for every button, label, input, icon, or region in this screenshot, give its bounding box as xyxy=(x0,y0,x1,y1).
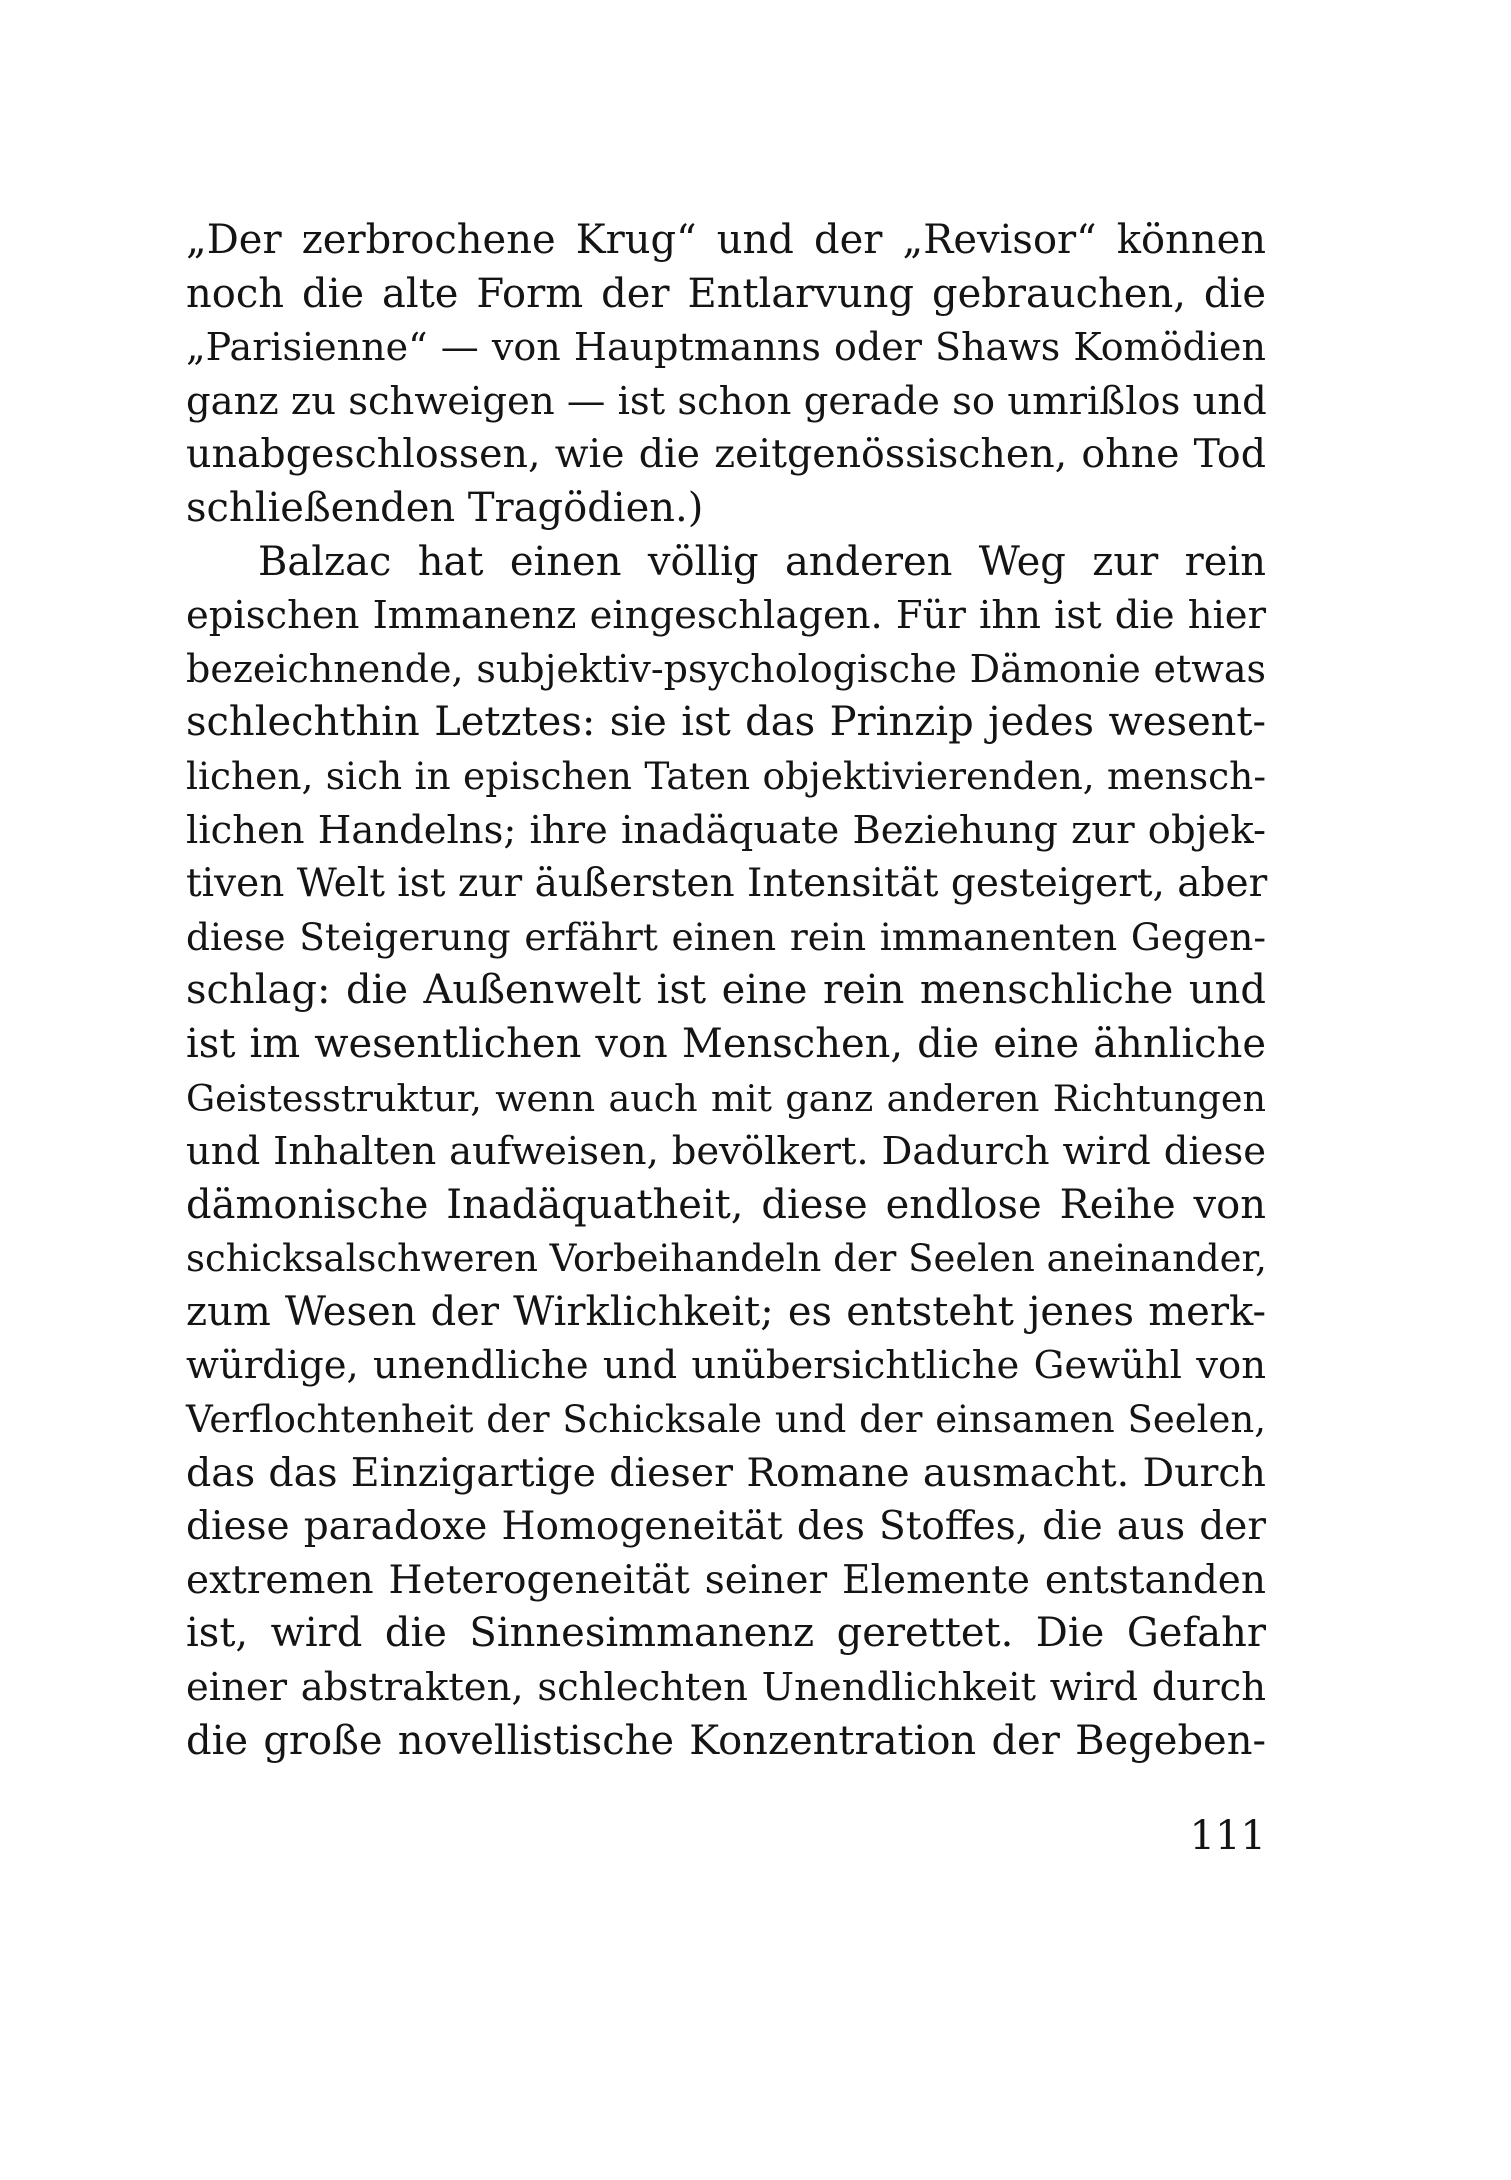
text-line: Verflochtenheit der Schicksale und der einsamen Seelen, xyxy=(186,1398,1266,1442)
text-line: lichen Handelns; ihre inadäquate Beziehung zur objek- xyxy=(186,807,1266,853)
text-line: das das Einzigartige dieser Romane ausmacht. Durch xyxy=(186,1449,1266,1496)
text-line: epischen Immanenz eingeschlagen. Für ihn ist die hier xyxy=(186,593,1266,639)
text-line: und Inhalten aufweisen, bevölkert. Dadurch wird diese xyxy=(186,1129,1266,1175)
text-line: zum Wesen der Wirklichkeit; es entsteht jenes merk- xyxy=(186,1288,1266,1335)
page-number: 111 xyxy=(1189,1813,1266,1859)
text-line: schließenden Tragödien.) xyxy=(186,484,704,531)
text-line: unabgeschlossen, wie die zeitgenössischen, ohne Tod xyxy=(186,431,1266,478)
text-line: dämonische Inadäquatheit, diese endlose Reihe von xyxy=(186,1181,1266,1228)
text-line: tiven Welt ist zur äußersten Intensität gesteigert, aber xyxy=(186,861,1268,907)
text-line: extremen Heterogeneität seiner Elemente entstanden xyxy=(186,1557,1266,1603)
text-line: „Der zerbrochene Krug“ und der „Revisor“ können xyxy=(186,217,1266,263)
text-line: Geistesstruktur, wenn auch mit ganz anderen Richtungen xyxy=(186,1076,1266,1120)
text-line: lichen, sich in epischen Taten objektivierenden, mensch- xyxy=(186,753,1266,798)
body-text xyxy=(186,214,1266,1768)
text-line: noch die alte Form der Entlarvung gebrauchen, die xyxy=(186,270,1266,317)
text-line: die große novellistische Konzentration der Begeben- xyxy=(186,1717,1266,1764)
text-line: „Parisienne“ — von Hauptmanns oder Shaws Komödien xyxy=(186,325,1266,370)
text-line: diese paradoxe Homogeneität des Stoffes, die aus der xyxy=(186,1504,1266,1550)
text-line: ganz zu schweigen — ist schon gerade so umrißlos und xyxy=(186,378,1267,424)
text-line: schlechthin Letztes: sie ist das Prinzip jedes wesent- xyxy=(186,699,1266,746)
text-line: diese Steigerung erfährt einen rein immanenten Gegen- xyxy=(186,914,1266,959)
text-line: ist im wesentlichen von Menschen, die eine ähnliche xyxy=(186,1020,1266,1067)
text-line: schicksalschweren Vorbeihandeln der Seelen aneinander, xyxy=(186,1237,1267,1281)
text-line: schlag: die Außenwelt ist eine rein menschliche und xyxy=(186,967,1266,1014)
text-line: bezeichnende, subjektiv-psychologische Dämonie etwas xyxy=(186,646,1266,691)
paragraph-start-line: Balzac hat einen völlig anderen Weg zur rein xyxy=(258,538,1266,585)
text-line: würdige, unendliche und unübersichtliche Gewühl von xyxy=(186,1343,1266,1389)
text-line: einer abstrakten, schlechten Unendlichkeit wird durch xyxy=(186,1665,1266,1711)
text-line: ist, wird die Sinnesimmanenz gerettet. Die Gefahr xyxy=(186,1610,1266,1657)
